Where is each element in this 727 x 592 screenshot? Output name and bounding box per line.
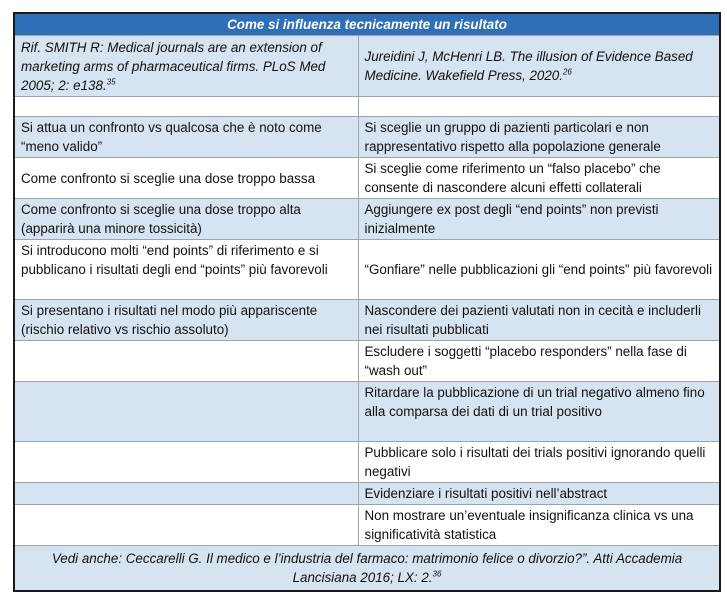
- row-left-cell: Si presentano i risultati nel modo più appariscente (rischio relativo vs rischio assoluto): [14, 300, 358, 341]
- row-right-cell: Pubblicare solo i risultati dei trials positivi ignorando quelli negativi: [358, 442, 720, 483]
- row-left-cell: [14, 505, 358, 546]
- footer-reference-text: Vedi anche: Ceccarelli G. Il medico e l’industria del farmaco: matrimonio felice o divorzio?”. Atti Accademia Lancisiana 2016; LX: 2.: [51, 551, 683, 585]
- row-left-cell: Come confronto si sceglie una dose troppo bassa: [14, 158, 358, 199]
- table-row: [14, 483, 720, 505]
- table-row: [14, 158, 720, 199]
- spacer-cell-right: [358, 97, 720, 117]
- row-right-cell: Nascondere dei pazienti valutati non in cecità e includerli nei risultati pubblicati: [358, 300, 720, 341]
- row-right-cell: “Gonfiare” nelle pubblicazioni gli “end points” più favorevoli: [358, 240, 720, 300]
- footer-footnote: 36: [432, 569, 442, 579]
- row-left-cell: Si introducono molti “end points” di riferimento e si pubblicano i risultati degli end “points” più favorevoli: [14, 240, 358, 300]
- row-left-cell: Come confronto si sceglie una dose troppo alta (apparirà una minore tossicità): [14, 199, 358, 240]
- reference-right-text: Jureidini J, McHenri LB. The illusion of Evidence Based Medicine. Wakefield Press, 2020.: [364, 49, 693, 83]
- table-row: [14, 505, 720, 546]
- row-right-cell: Evidenziare i risultati positivi nell’abstract: [358, 483, 720, 505]
- table-row: [14, 300, 720, 341]
- reference-right-footnote: 26: [562, 67, 572, 77]
- reference-right: [358, 36, 720, 97]
- table-row: [14, 341, 720, 382]
- reference-left: [14, 36, 358, 97]
- document-table-container: [13, 12, 719, 592]
- footer-reference: [14, 546, 720, 592]
- row-right-cell: Si sceglie un gruppo di pazienti particolari e non rappresentativo rispetto alla popolazione generale: [358, 117, 720, 158]
- spacer-row: [14, 97, 720, 117]
- reference-row: [14, 36, 720, 97]
- reference-left-text: Rif. SMITH R: Medical journals are an extension of marketing arms of pharmaceutical firms. PLoS Med 2005; 2: e138.: [21, 40, 326, 93]
- table-title: Come si influenza tecnicamente un risultato: [14, 13, 720, 36]
- row-right-cell: Ritardare la pubblicazione di un trial negativo almeno fino alla comparsa dei dati di un trial positivo: [358, 382, 720, 442]
- title-row: [14, 13, 720, 36]
- row-left-cell: [14, 341, 358, 382]
- row-left-cell: [14, 442, 358, 483]
- row-right-cell: Non mostrare un’eventuale insignificanza clinica vs una significatività statistica: [358, 505, 720, 546]
- reference-left-footnote: 35: [106, 77, 116, 87]
- row-left-cell: [14, 382, 358, 442]
- row-right-cell: Escludere i soggetti “placebo responders” nella fase di “wash out”: [358, 341, 720, 382]
- table-row: [14, 199, 720, 240]
- table-row: [14, 240, 720, 300]
- spacer-cell-left: [14, 97, 358, 117]
- row-left-cell: [14, 483, 358, 505]
- technique-table: [13, 12, 721, 592]
- row-right-cell: Si sceglie come riferimento un “falso placebo” che consente di nascondere alcuni effetti collaterali: [358, 158, 720, 199]
- table-row: [14, 442, 720, 483]
- footer-row: [14, 546, 720, 592]
- row-right-cell: Aggiungere ex post degli “end points” non previsti inizialmente: [358, 199, 720, 240]
- table-row: [14, 117, 720, 158]
- table-row: [14, 382, 720, 442]
- row-left-cell: Si attua un confronto vs qualcosa che è noto come “meno valido”: [14, 117, 358, 158]
